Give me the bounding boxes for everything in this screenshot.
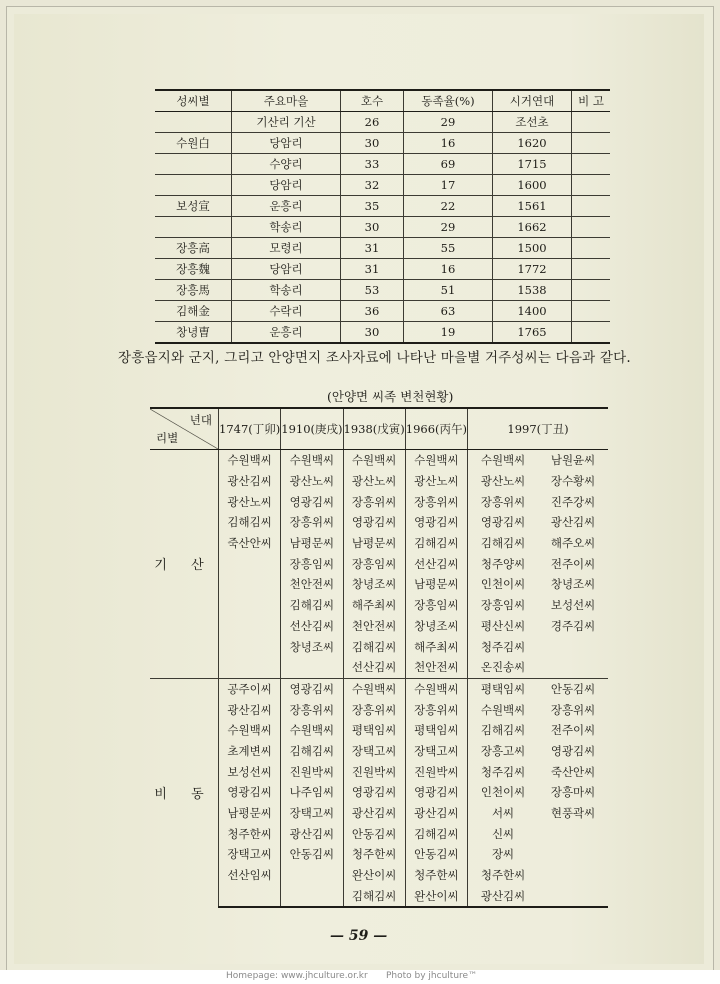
clan-cell: 영광김씨 <box>343 512 405 533</box>
table-cell: 1662 <box>493 217 572 238</box>
clan-cell: 전주이씨 <box>550 723 596 738</box>
clan-cell: 장택고씨 <box>343 741 405 762</box>
table-cell: 김해金 <box>155 301 232 322</box>
table-row <box>155 280 610 301</box>
clan-cell: 김해김씨 <box>468 720 539 741</box>
clan-cell: 해주최씨 <box>343 595 405 616</box>
clan-cell: 영광김씨 <box>550 743 596 758</box>
clan-cell: 수원백씨 <box>468 450 539 471</box>
clan-cell: 천안전씨 <box>405 657 467 678</box>
clan-cell: 장흥위씨 <box>343 699 405 720</box>
clan-cell: 보성선씨 <box>550 598 596 613</box>
clan-cell: 장흥위씨 <box>405 699 467 720</box>
table-row <box>155 238 610 259</box>
clan-cell: 평산신씨 <box>468 616 539 637</box>
table-cell <box>572 301 611 322</box>
corner-label-years: 년대 <box>189 413 212 427</box>
table-cell <box>572 112 611 133</box>
clan-cell: 초계변씨 <box>219 741 281 762</box>
clan-cell: 신씨 <box>468 823 539 844</box>
clan-cell <box>219 657 281 678</box>
table-cell: 17 <box>404 175 493 196</box>
clan-cell: 남원윤씨 <box>550 453 596 468</box>
table-cell: 1600 <box>493 175 572 196</box>
table-cell: 69 <box>404 154 493 175</box>
table-cell: 운흥리 <box>232 322 341 344</box>
table-row <box>155 154 610 175</box>
table-cell: 19 <box>404 322 493 344</box>
table-cell: 기산리 기산 <box>232 112 341 133</box>
village-group-label: 기 산 <box>154 558 214 574</box>
table-cell: 1772 <box>493 259 572 280</box>
clan-cell: 장택고씨 <box>219 844 281 865</box>
clan-cell: 청주김씨 <box>468 761 539 782</box>
table-row <box>150 741 608 762</box>
clan-cell: 선산김씨 <box>343 657 405 678</box>
header-households: 호수 <box>341 90 404 112</box>
clan-cell: 해주최씨 <box>405 636 467 657</box>
table-cell: 창녕曺 <box>155 322 232 344</box>
clan-cell: 청주김씨 <box>468 636 539 657</box>
clan-cell: 온진송씨 <box>468 657 539 678</box>
clan-cell: 수원백씨 <box>343 450 405 471</box>
clan-cell: 광산노씨 <box>219 491 281 512</box>
clan-cell <box>219 885 281 907</box>
clan-cell: 죽산안씨 <box>550 764 596 779</box>
footer-homepage: Homepage: www.jhculture.or.kr <box>226 971 368 981</box>
clan-cell <box>538 844 608 865</box>
table-cell: 16 <box>404 133 493 154</box>
clan-cell <box>538 657 608 678</box>
table-cell: 30 <box>341 133 404 154</box>
clan-cell: 장수황씨 <box>550 474 596 489</box>
clan-cell: 평택임씨 <box>343 720 405 741</box>
clan-cell <box>219 616 281 637</box>
table-cell: 수양리 <box>232 154 341 175</box>
table-cell: 1400 <box>493 301 572 322</box>
clan-cell: 선산김씨 <box>405 553 467 574</box>
clan-cell <box>538 823 608 844</box>
table-cell <box>572 322 611 344</box>
table-cell: 운흥리 <box>232 196 341 217</box>
clan-cell: 장흥위씨 <box>468 491 539 512</box>
clan-cell: 선산임씨 <box>219 865 281 886</box>
table-cell: 보성宣 <box>155 196 232 217</box>
table-cell <box>572 259 611 280</box>
clan-cell: 나주임씨 <box>281 782 343 803</box>
table-row <box>150 450 608 471</box>
table-cell: 32 <box>341 175 404 196</box>
clan-cell <box>538 885 608 907</box>
table-row <box>150 491 608 512</box>
clan-cell: 영광김씨 <box>343 782 405 803</box>
body-sentence: 장흥읍지와 군지, 그리고 안양면지 조사자료에 나타난 마을별 거주성씨는 다음과 같다. <box>118 350 631 366</box>
clan-cell: 김해김씨 <box>343 885 405 907</box>
header-clan-ratio: 동족율(%) <box>404 90 493 112</box>
clan-cell: 영광김씨 <box>281 491 343 512</box>
clan-cell: 장흥위씨 <box>281 512 343 533</box>
clan-cell <box>538 636 608 657</box>
clan-cell: 해주오씨 <box>550 536 596 551</box>
table-cell: 29 <box>404 217 493 238</box>
table-caption: (안양면 씨족 변천현황) <box>327 389 454 404</box>
clan-cell: 장흥위씨 <box>550 702 596 717</box>
clan-cell: 영광김씨 <box>405 782 467 803</box>
clan-cell: 김해김씨 <box>219 512 281 533</box>
table-cell: 30 <box>341 217 404 238</box>
clan-cell: 영광김씨 <box>468 512 539 533</box>
table-cell <box>155 154 232 175</box>
clan-cell: 김해김씨 <box>343 636 405 657</box>
table-cell <box>572 196 611 217</box>
clan-cell: 장흥위씨 <box>405 491 467 512</box>
table-cell: 31 <box>341 238 404 259</box>
header-village: 주요마을 <box>232 90 341 112</box>
table-row <box>155 259 610 280</box>
clan-cell: 장흥임씨 <box>468 595 539 616</box>
table-row <box>150 471 608 492</box>
table-row <box>150 803 608 824</box>
table-row <box>150 761 608 782</box>
clan-cell: 안동김씨 <box>538 678 608 699</box>
clan-cell <box>538 865 608 886</box>
clan-cell: 수원백씨 <box>281 720 343 741</box>
clan-cell: 수원백씨 <box>405 450 467 471</box>
table-row <box>150 823 608 844</box>
table-row <box>155 196 610 217</box>
clan-cell: 광산김씨 <box>405 803 467 824</box>
table-row <box>155 301 610 322</box>
table-cell <box>572 133 611 154</box>
clan-cell: 김해김씨 <box>405 823 467 844</box>
table-cell: 1715 <box>493 154 572 175</box>
clan-cell: 천안전씨 <box>343 616 405 637</box>
clan-cell: 청주한씨 <box>343 844 405 865</box>
header-year-1997: 1997(丁丑) <box>468 408 609 450</box>
table-header-row <box>150 408 608 450</box>
clan-cell: 창녕조씨 <box>281 636 343 657</box>
clan-cell: 남평문씨 <box>343 533 405 554</box>
clan-cell: 전주이씨 <box>550 556 596 571</box>
clan-cell: 장흥임씨 <box>405 595 467 616</box>
clan-cell: 수원백씨 <box>219 450 281 471</box>
clan-cell: 경주김씨 <box>550 618 596 633</box>
table-row <box>155 175 610 196</box>
table-cell: 51 <box>404 280 493 301</box>
clan-cell: 천안전씨 <box>281 574 343 595</box>
clan-cell: 남평문씨 <box>219 803 281 824</box>
table-row <box>150 553 608 574</box>
table-row <box>150 574 608 595</box>
header-year-1938: 1938(戊寅) <box>343 408 405 450</box>
table-row <box>150 678 608 699</box>
clan-cell <box>281 885 343 907</box>
table-cell <box>572 217 611 238</box>
clan-cell: 장택고씨 <box>281 803 343 824</box>
table-cell: 1620 <box>493 133 572 154</box>
clan-cell: 평택임씨 <box>405 720 467 741</box>
clan-village-table <box>155 89 610 344</box>
clan-cell <box>219 595 281 616</box>
table-cell: 36 <box>341 301 404 322</box>
clan-cell: 광산김씨 <box>468 885 539 907</box>
clan-cell: 광산김씨 <box>219 471 281 492</box>
clan-cell: 완산이씨 <box>405 885 467 907</box>
clan-cell: 광산노씨 <box>343 471 405 492</box>
clan-cell: 수원백씨 <box>281 450 343 471</box>
table-cell: 장흥馬 <box>155 280 232 301</box>
clan-cell: 청주양씨 <box>468 553 539 574</box>
footer-photo-credit: Photo by jhculture™ <box>386 971 478 981</box>
clan-cell: 장흥임씨 <box>281 553 343 574</box>
clan-cell <box>281 657 343 678</box>
clan-cell: 장흥위씨 <box>281 699 343 720</box>
photo-footer <box>0 970 720 984</box>
header-surname: 성씨별 <box>155 90 232 112</box>
clan-cell: 청주한씨 <box>468 865 539 886</box>
table-cell: 조선초 <box>493 112 572 133</box>
table-cell: 22 <box>404 196 493 217</box>
clan-cell <box>219 636 281 657</box>
clan-cell: 김해김씨 <box>281 595 343 616</box>
table-cell <box>572 175 611 196</box>
clan-cell: 장택고씨 <box>405 741 467 762</box>
clan-cell <box>219 574 281 595</box>
clan-cell: 김해김씨 <box>405 533 467 554</box>
clan-cell: 장흥임씨 <box>343 553 405 574</box>
clan-cell: 창녕조씨 <box>405 616 467 637</box>
clan-cell: 김해김씨 <box>281 741 343 762</box>
clan-cell: 죽산안씨 <box>219 533 281 554</box>
table-cell <box>155 217 232 238</box>
table-row <box>150 512 608 533</box>
table-row <box>155 217 610 238</box>
clan-cell: 청주한씨 <box>219 823 281 844</box>
village-group-label: 비 동 <box>150 678 219 907</box>
clan-cell: 창녕조씨 <box>343 574 405 595</box>
clan-cell: 수원백씨 <box>468 699 539 720</box>
table-cell: 수락리 <box>232 301 341 322</box>
clan-cell: 청주한씨 <box>405 865 467 886</box>
clan-cell <box>219 553 281 574</box>
clan-cell <box>281 865 343 886</box>
clan-cell: 선산김씨 <box>281 616 343 637</box>
table-cell: 당암리 <box>232 259 341 280</box>
clan-cell: 진원박씨 <box>343 761 405 782</box>
clan-cell: 광산김씨 <box>219 699 281 720</box>
table-cell: 장흥魏 <box>155 259 232 280</box>
clan-cell: 진주강씨 <box>550 494 596 509</box>
clan-cell: 수원백씨 <box>343 678 405 699</box>
clan-cell: 수원백씨 <box>219 720 281 741</box>
header-remarks: 비 고 <box>572 90 611 112</box>
table-cell: 학송리 <box>232 280 341 301</box>
header-year-1747: 1747(丁卯) <box>219 408 281 450</box>
table-header-row <box>155 90 610 112</box>
table-cell: 1538 <box>493 280 572 301</box>
table-cell <box>572 238 611 259</box>
clan-cell: 수원백씨 <box>405 678 467 699</box>
clan-cell: 진원박씨 <box>281 761 343 782</box>
table-cell: 55 <box>404 238 493 259</box>
table-cell: 당암리 <box>232 133 341 154</box>
table-row <box>150 844 608 865</box>
table-cell: 1561 <box>493 196 572 217</box>
table-row <box>155 133 610 154</box>
table-row <box>155 322 610 344</box>
corner-header-cell <box>150 408 219 450</box>
clan-cell: 광산노씨 <box>468 471 539 492</box>
table-row <box>155 112 610 133</box>
table-cell: 16 <box>404 259 493 280</box>
clan-cell: 영광김씨 <box>405 512 467 533</box>
clan-change-table <box>150 407 608 908</box>
page-number: — 59 — <box>330 928 388 944</box>
table-row <box>150 720 608 741</box>
clan-cell: 공주이씨 <box>219 678 281 699</box>
clan-cell: 영광김씨 <box>281 678 343 699</box>
clan-cell: 진원박씨 <box>405 761 467 782</box>
clan-cell: 안동김씨 <box>343 823 405 844</box>
clan-cell: 인천이씨 <box>468 782 539 803</box>
table-cell: 26 <box>341 112 404 133</box>
table-cell: 학송리 <box>232 217 341 238</box>
header-year-1966: 1966(丙午) <box>405 408 467 450</box>
table-cell <box>572 280 611 301</box>
header-settled-era: 시거연대 <box>493 90 572 112</box>
table-cell: 63 <box>404 301 493 322</box>
table-row <box>150 657 608 678</box>
clan-cell: 장씨 <box>468 844 539 865</box>
clan-cell: 광산노씨 <box>405 471 467 492</box>
table-cell <box>155 112 232 133</box>
clan-cell: 보성선씨 <box>219 761 281 782</box>
table-cell: 1765 <box>493 322 572 344</box>
clan-cell: 남평문씨 <box>405 574 467 595</box>
clan-cell: 광산김씨 <box>550 515 596 530</box>
table-cell: 장흥高 <box>155 238 232 259</box>
table-cell: 1500 <box>493 238 572 259</box>
table-row <box>150 699 608 720</box>
header-year-1910: 1910(庚戌) <box>281 408 343 450</box>
table-row <box>150 865 608 886</box>
clan-cell: 김해김씨 <box>468 533 539 554</box>
table-cell: 29 <box>404 112 493 133</box>
clan-cell: 장흥고씨 <box>468 741 539 762</box>
clan-cell: 창녕조씨 <box>550 577 596 592</box>
clan-cell: 완산이씨 <box>343 865 405 886</box>
clan-cell: 안동김씨 <box>281 844 343 865</box>
table-row <box>150 533 608 554</box>
clan-cell: 안동김씨 <box>405 844 467 865</box>
table-row <box>150 595 608 616</box>
table-row <box>150 885 608 907</box>
table-row <box>150 616 608 637</box>
clan-cell: 평택임씨 <box>468 678 539 699</box>
table-cell <box>572 154 611 175</box>
table-cell: 당암리 <box>232 175 341 196</box>
table-cell: 35 <box>341 196 404 217</box>
table-row <box>150 636 608 657</box>
table-row <box>150 782 608 803</box>
clan-cell: 남평문씨 <box>281 533 343 554</box>
clan-cell: 광산노씨 <box>281 471 343 492</box>
clan-cell: 영광김씨 <box>219 782 281 803</box>
clan-cell: 광산김씨 <box>281 823 343 844</box>
clan-cell: 광산김씨 <box>343 803 405 824</box>
table-cell: 33 <box>341 154 404 175</box>
table-cell: 30 <box>341 322 404 344</box>
clan-cell: 현풍곽씨 <box>550 806 596 821</box>
table-cell: 31 <box>341 259 404 280</box>
clan-cell: 서씨 <box>468 803 539 824</box>
corner-label-villages: 리별 <box>156 431 179 445</box>
table-cell: 53 <box>341 280 404 301</box>
table-cell: 모령리 <box>232 238 341 259</box>
clan-cell: 장흥마씨 <box>550 785 596 800</box>
clan-cell: 장흥위씨 <box>343 491 405 512</box>
table-cell: 수원白 <box>155 133 232 154</box>
clan-cell: 인천이씨 <box>468 574 539 595</box>
table-cell <box>155 175 232 196</box>
